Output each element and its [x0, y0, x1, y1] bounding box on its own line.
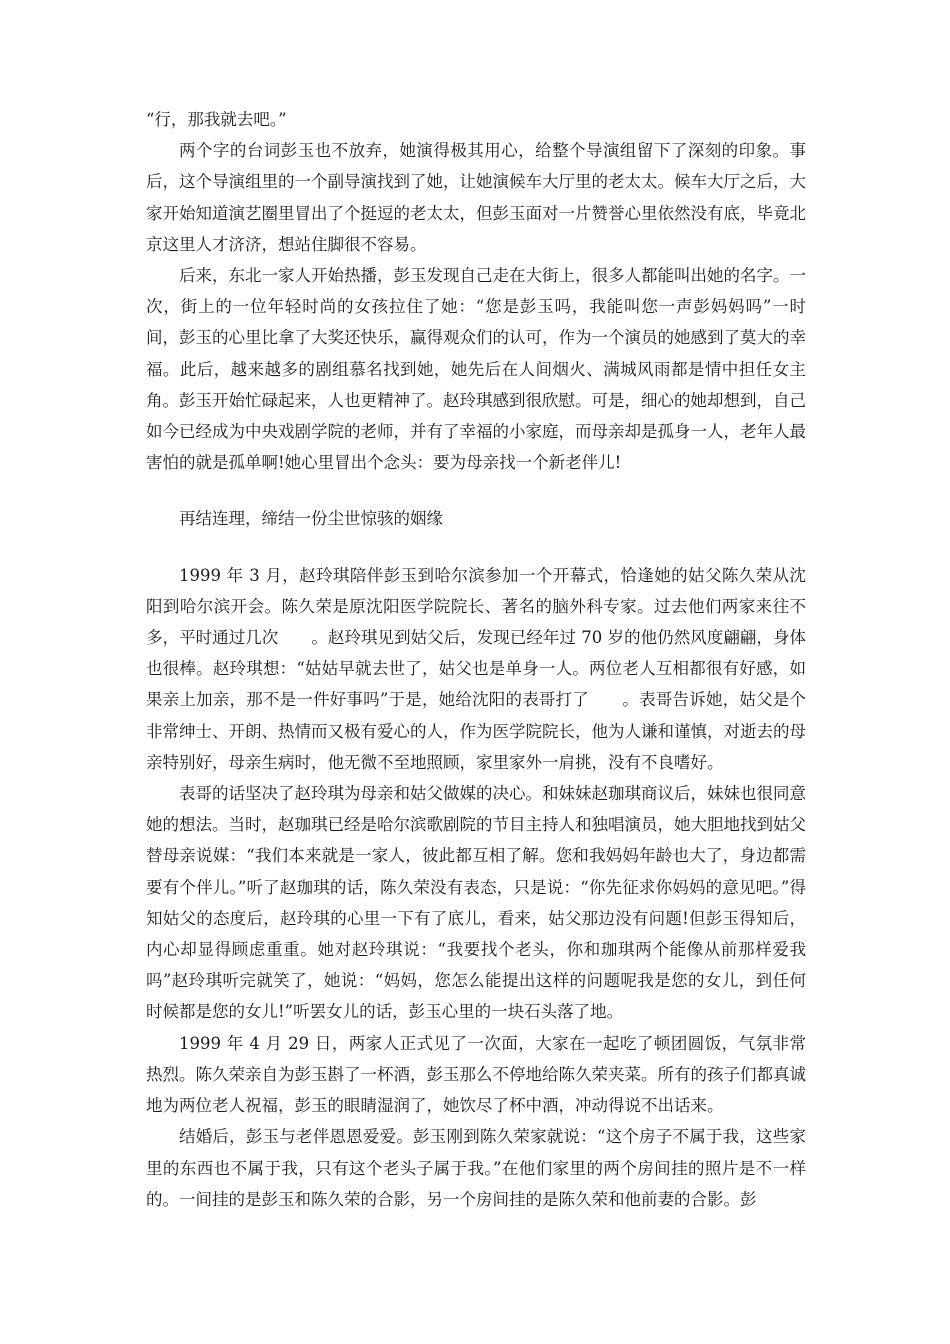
paragraph: 结婚后，彭玉与老伴恩恩爱爱。彭玉刚到陈久荣家就说：“这个房子不属于我，这些家里的东西也不属于我，只有这个老头子属于我。”在他们家里的两个房间挂的照片是不一样的。一间挂的是彭玉和陈久荣的合影，另一个房间挂的是陈久荣和他前妻的合影。彭	[146, 1127, 806, 1209]
paragraph: 后来，东北一家人开始热播，彭玉发现自己走在大街上，很多人都能叫出她的名字。一次，街上的一位年轻时尚的女孩拉住了她：“您是彭玉吗，我能叫您一声彭妈妈吗”一时间，彭玉的心里比拿了大奖还快乐，赢得观众们的认可，作为一个演员的她感到了莫大的幸福。此后，越来越多的剧组慕名找到她，她先后在人间烟火、满城风雨都是情中担任女主角。彭玉开始忙碌起来，人也更精神了。赵玲琪感到很欣慰。可是，细心的她却想到，自己如今已经成为中央戏剧学院的老师，并有了幸福的小家庭，而母亲却是孤身一人，老年人最害怕的就是孤单啊!她心里冒出个念头：要为母亲找一个新老伴儿!	[146, 266, 806, 473]
document-page	[146, 104, 806, 1215]
paragraph-quote: “行，那我就去吧。”	[146, 110, 287, 129]
paragraph: 两个字的台词彭玉也不放弃，她演得极其用心，给整个导演组留下了深刻的印象。事后，这个导演组里的一个副导演找到了她，让她演候车大厅里的老太太。候车大厅之后，大家开始知道演艺圈里冒出了个挺逗的老太太，但彭玉面对一片赞誉心里依然没有底，毕竟北京这里人才济济，想站住脚很不容易。	[146, 141, 806, 254]
paragraph: 1999 年 4 月 29 日，两家人正式见了一次面，大家在一起吃了顿团圆饭，气氛非常热烈。陈久荣亲自为彭玉斟了一杯酒，彭玉那么不停地给陈久荣夹菜。所有的孩子们都真诚地为两位老人祝福，彭玉的眼睛湿润了，她饮尽了杯中酒，冲动得说不出话来。	[146, 1033, 806, 1116]
paragraph: 1999 年 3 月，赵玲琪陪伴彭玉到哈尔滨参加一个开幕式，恰逢她的姑父陈久荣从沈阳到哈尔滨开会。陈久荣是原沈阳医学院院长、著名的脑外科专家。过去他们两家来往不多，平时通过几次 。赵玲琪见到姑父后，发现已经年过 70 岁的他仍然风度翩翩，身体也很棒。赵玲琪想：“姑姑早就去世了，姑父也是单身一人。两位老人互相都很有好感，如果亲上加亲，那不是一件好事吗”于是，她给沈阳的表哥打了 。表哥告诉她，姑父是个非常绅士、开朗、热情而又极有爱心的人，作为医学院院长，他为人谦和谨慎，对逝去的母亲特别好，母亲生病时，他无微不至地照顾，家里家外一肩挑，没有不良嗜好。	[146, 565, 806, 772]
section-heading: 再结连理，缔结一份尘世惊骇的姻缘	[179, 509, 443, 529]
paragraph: 表哥的话坚决了赵玲琪为母亲和姑父做媒的决心。和妹妹赵珈琪商议后，妹妹也很同意她的想法。当时，赵珈琪已经是哈尔滨歌剧院的节目主持人和独唱演员，她大胆地找到姑父替母亲说媒：“我们本来就是一家人，彼此都互相了解。您和我妈妈年龄也大了，身边都需要有个伴儿。”听了赵珈琪的话，陈久荣没有表态，只是说：“你先征求你妈妈的意见吧。”得知姑父的态度后，赵玲琪的心里一下有了底儿，看来，姑父那边没有问题!但彭玉得知后，内心却显得顾虑重重。她对赵玲琪说：“我要找个老头，你和珈琪两个能像从前那样爱我吗”赵玲琪听完就笑了，她说：“妈妈，您怎么能提出这样的问题呢我是您的女儿，到任何时候都是您的女儿!”听罢女儿的话，彭玉心里的一块石头落了地。	[146, 784, 806, 1022]
